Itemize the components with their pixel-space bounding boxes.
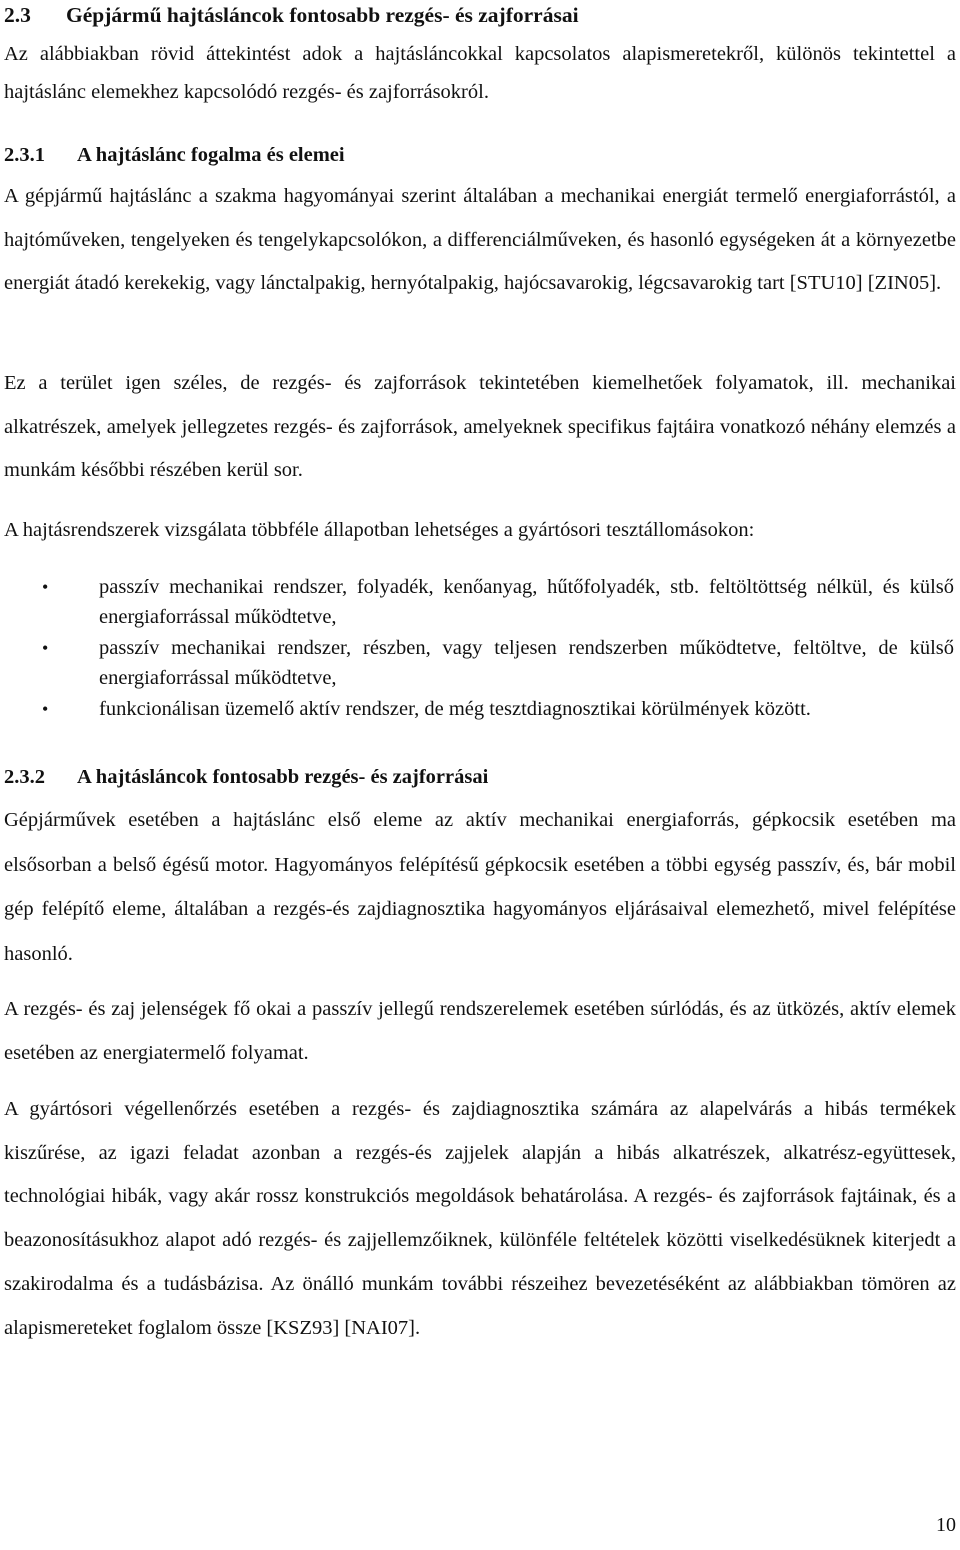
body-paragraph: A hajtásrendszerek vizsgálata többféle állapotban lehetséges a gyártósori tesztállomásokon: [4,519,755,541]
list-item [0,633,954,693]
section-number: 2.3.2 [4,766,45,788]
intro-paragraph: Az alábbiakban rövid áttekintést adok a hajtásláncokkal kapcsolatos alapismeretekről, különös tekintettel a hajtáslánc elemekhez kapcsolódó rezgés- és zajforrásokról. [4,43,956,103]
bullet-icon: • [42,638,49,658]
bullet-list [0,572,960,725]
body-paragraph: A gyártósori végellenőrzés esetében a rezgés- és zajdiagnosztika számára az alapelvárás a hibás termékek kiszűrése, az igazi feladat azonban a rezgés-és zajjelek alapján a hibás alkatrészek, alkatrész-együttesek, technológiai hibák, vagy akár rossz konstrukciós megoldások behatárolása. A rezgés- és zajforrások fajtáinak, és a beazonosításukhoz alapot adó rezgés- és zajjellemzőiknek, különféle feltételek közötti viselkedésüknek kiterjedt a szakirodalma és a tudásbázisa. Az önálló munkám további részeihez bevezetéséként az alábbiakban tömören az alapismereteket foglalom össze [KSZ93] [NAI07]. [4,1098,956,1339]
list-item-text: funkcionálisan üzemelő aktív rendszer, de még tesztdiagnosztikai körülmények között. [99,698,811,720]
section-title: A hajtásláncok fontosabb rezgés- és zajforrásai [77,766,489,788]
list-item [0,572,954,632]
section-title: Gépjármű hajtásláncok fontosabb rezgés- és zajforrásai [66,3,579,27]
body-paragraph: A rezgés- és zaj jelenségek fő okai a passzív jellegű rendszerelemek esetében súrlódás, és az ütközés, aktív elemek esetében az energiatermelő folyamat. [4,998,956,1064]
body-paragraph: Ez a terület igen széles, de rezgés- és zajforrások tekintetében kiemelhetőek folyamatok, ill. mechanikai alkatrészek, amelyek jellegzetes rezgés- és zajforrások, amelyeknek specifikus fajtáira vonatkozó néhány elemzés a munkám későbbi részében kerül sor. [4,372,956,482]
bullet-icon: • [42,699,49,719]
body-paragraph: A gépjármű hajtáslánc a szakma hagyományai szerint általában a mechanikai energiát termelő energiaforrástól, a hajtóműveken, tengelyeken és tengelykapcsolókon, a differenciálműveken, és hasonló egységeken át a környezetbe energiát átadó kerekekig, vagy lánctalpakig, hernyótalpakig, hajócsavarokig, légcsavarokig tart [STU10] [ZIN05]. [4,185,956,295]
bullet-icon: • [42,577,49,597]
section-number: 2.3 [4,3,31,27]
list-item-text: passzív mechanikai rendszer, részben, vagy teljesen rendszerben működtetve, feltöltve, de külső energiaforrással működtetve, [99,637,954,689]
section-heading-2-3 [4,0,579,30]
page-number: 10 [936,1514,956,1536]
section-heading-2-3-2 [4,762,488,792]
list-item-text: passzív mechanikai rendszer, folyadék, kenőanyag, hűtőfolyadék, stb. feltöltöttség nélkül, és külső energiaforrással működtetve, [99,576,954,628]
section-title: A hajtáslánc fogalma és elemei [77,144,345,166]
list-item [0,694,954,724]
body-paragraph: Gépjárművek esetében a hajtáslánc első eleme az aktív mechanikai energiaforrás, gépkocsik esetében ma elsősorban a belső égésű motor. Hagyományos felépítésű gépkocsik esetében a többi egység passzív, és, bár mobil gép felépítő eleme, általában a rezgés-és zajdiagnosztika hagyományos eljárásaival elemezhető, mivel felépítése hasonló. [4,809,956,966]
section-heading-2-3-1 [4,140,345,170]
section-number: 2.3.1 [4,144,45,166]
